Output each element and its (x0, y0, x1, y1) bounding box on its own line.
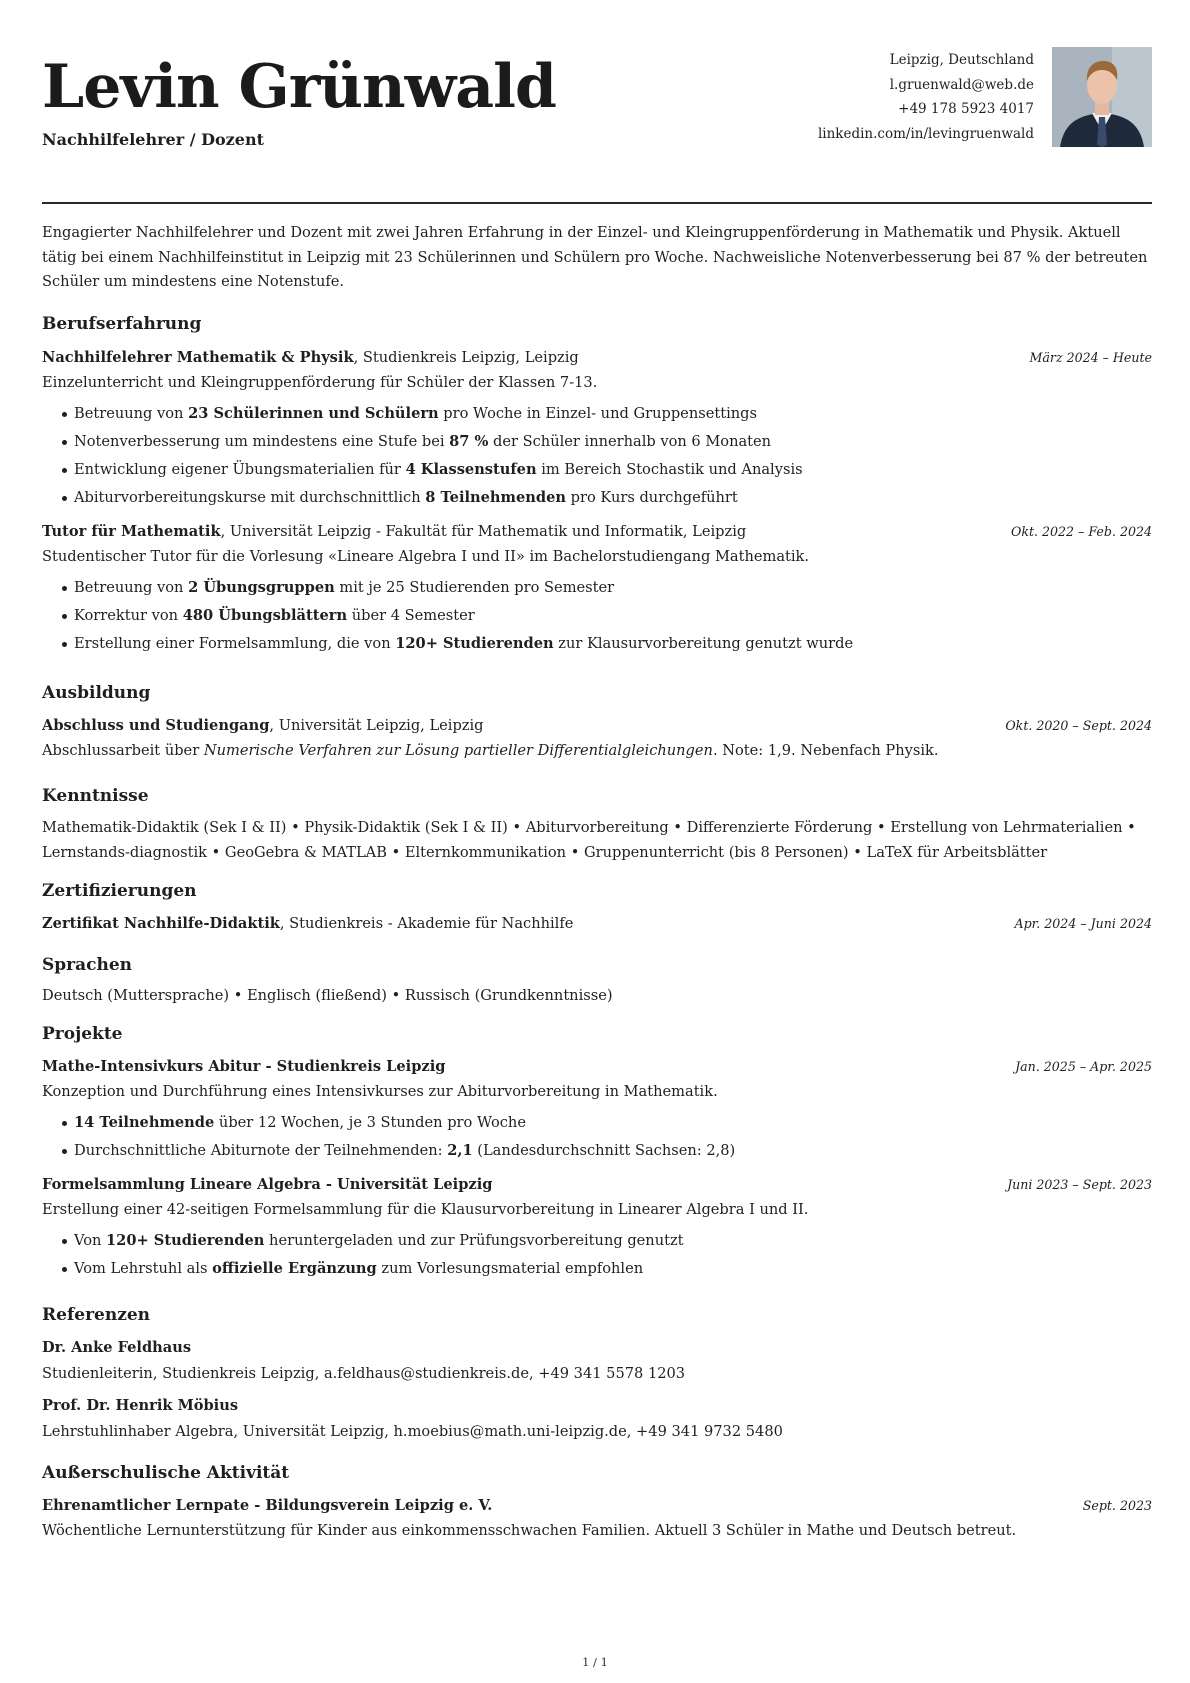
project-description: Erstellung einer 42-seitigen Formelsammlung für die Klausurvorbereitung in Linearer Algebra I und II. (42, 1200, 809, 1218)
contact-location: Leipzig, Deutschland (889, 52, 1034, 68)
profile-photo (1052, 47, 1152, 147)
activity-entry-header (42, 1495, 1152, 1517)
job-position: Nachhilfelehrer Mathematik & Physik (42, 348, 354, 366)
list-item: Vom Lehrstuhl als offizielle Ergänzung zum Vorlesungsmaterial empfohlen (74, 1255, 1152, 1283)
contact-block (818, 48, 1034, 146)
list-item: Entwicklung eigener Übungsmaterialien für 4 Klassenstufen im Bereich Stochastik und Analysis (74, 456, 1152, 484)
list-item: 14 Teilnehmende über 12 Wochen, je 3 Stunden pro Woche (74, 1109, 1152, 1137)
job-achievements (42, 400, 1152, 512)
job-date: März 2024 – Heute (1029, 349, 1152, 365)
portrait-icon (1052, 47, 1152, 147)
section-title-languages: Sprachen (42, 954, 133, 975)
project-name: Mathe-Intensivkurs Abitur - Studienkreis Leipzig (42, 1057, 446, 1075)
languages-list: Deutsch (Muttersprache) • Englisch (fließend) • Russisch (Grundkenntnisse) (42, 986, 613, 1004)
reference-name: Dr. Anke Feldhaus (42, 1338, 192, 1356)
candidate-name: Levin Grünwald (42, 52, 556, 122)
job-entry-header (42, 347, 1152, 369)
candidate-role: Nachhilfelehrer / Dozent (42, 130, 264, 149)
certification-date: Apr. 2024 – Juni 2024 (1014, 915, 1152, 931)
activity-description: Wöchentliche Lernunterstützung für Kinder aus einkommensschwachen Familien. Aktuell 3 Schüler in Mathe und Deutsch betreut. (42, 1521, 1017, 1539)
list-item: Erstellung einer Formelsammlung, die von 120+ Studierenden zur Klausurvorbereitung genutzt wurde (74, 630, 1152, 658)
job-organization: , Studienkreis Leipzig, Leipzig (353, 348, 579, 366)
section-title-projects: Projekte (42, 1023, 123, 1044)
project-entry-header (42, 1174, 1152, 1196)
certification-name: Zertifikat Nachhilfe-Didaktik (42, 914, 280, 932)
job-position: Tutor für Mathematik (42, 522, 221, 540)
project-date: Juni 2023 – Sept. 2023 (1007, 1176, 1152, 1192)
certification-organization: , Studienkreis - Akademie für Nachhilfe (279, 914, 574, 932)
activity-name: Ehrenamtlicher Lernpate - Bildungsverein Leipzig e. V. (42, 1496, 493, 1514)
project-entry-header (42, 1056, 1152, 1078)
education-entry-header (42, 715, 1152, 737)
project-description: Konzeption und Durchführung eines Intensivkurses zur Abiturvorbereitung in Mathematik. (42, 1082, 718, 1100)
list-item: Abiturvorbereitungskurse mit durchschnittlich 8 Teilnehmenden pro Kurs durchgeführt (74, 484, 1152, 512)
job-description: Einzelunterricht und Kleingruppenförderung für Schüler der Klassen 7-13. (42, 373, 598, 391)
education-degree: Abschluss und Studiengang (42, 716, 270, 734)
section-title-experience: Berufserfahrung (42, 313, 202, 334)
list-item: Von 120+ Studierenden heruntergeladen und zur Prüfungsvorbereitung genutzt (74, 1227, 1152, 1255)
reference-details: Studienleiterin, Studienkreis Leipzig, a.feldhaus@studienkreis.de, +49 341 5578 1203 (42, 1364, 686, 1382)
resume-page (42, 44, 1152, 1542)
job-organization: , Universität Leipzig - Fakultät für Mathematik und Informatik, Leipzig (220, 522, 747, 540)
job-date: Okt. 2022 – Feb. 2024 (1011, 523, 1152, 539)
resume-header (42, 44, 1152, 170)
skills-list: Mathematik-Didaktik (Sek I & II) • Physik-Didaktik (Sek I & II) • Abiturvorbereitung • Differenzierte Förderung • Erstellung von Lehrmaterialien • Lernstands-diagnostik • GeoGebra & MATLAB • Elternkommunikation • Gruppenunterricht (bis 8 Personen) • LaTeX für Arbeitsblätter (42, 818, 1136, 861)
education-description: Abschlussarbeit über Numerische Verfahren zur Lösung partieller Differentialgleichungen. Note: 1,9. Nebenfach Physik. (42, 741, 939, 759)
project-achievements (42, 1227, 1152, 1283)
list-item: Betreuung von 2 Übungsgruppen mit je 25 Studierenden pro Semester (74, 574, 1152, 602)
reference-name: Prof. Dr. Henrik Möbius (42, 1396, 239, 1414)
activity-date: Sept. 2023 (1082, 1497, 1152, 1513)
education-date: Okt. 2020 – Sept. 2024 (1005, 717, 1152, 733)
page-number: 1 / 1 (582, 1655, 608, 1669)
job-entry-header (42, 521, 1152, 543)
project-name: Formelsammlung Lineare Algebra - Universität Leipzig (42, 1175, 493, 1193)
list-item: Durchschnittliche Abiturnote der Teilnehmenden: 2,1 (Landesdurchschnitt Sachsen: 2,8) (74, 1137, 1152, 1165)
contact-phone: +49 178 5923 4017 (898, 101, 1034, 117)
reference-details: Lehrstuhlinhaber Algebra, Universität Leipzig, h.moebius@math.uni-leipzig.de, +49 341 9732 5480 (42, 1422, 783, 1440)
certification-entry (42, 913, 1152, 935)
contact-email[interactable]: l.gruenwald@web.de (889, 76, 1034, 93)
section-title-skills: Kenntnisse (42, 785, 149, 806)
project-achievements (42, 1109, 1152, 1165)
job-achievements (42, 574, 1152, 658)
list-item: Notenverbesserung um mindestens eine Stufe bei 87 % der Schüler innerhalb von 6 Monaten (74, 428, 1152, 456)
list-item: Betreuung von 23 Schülerinnen und Schülern pro Woche in Einzel- und Gruppensettings (74, 400, 1152, 428)
section-title-education: Ausbildung (42, 682, 151, 703)
profile-summary: Engagierter Nachhilfelehrer und Dozent mit zwei Jahren Erfahrung in der Einzel- und Kleingruppenförderung in Mathematik und Physik. Aktuell tätig bei einem Nachhilfeinstitut in Leipzig mit 23 Schülerinnen und Schülern pro Woche. Nachweisliche Notenverbesserung bei 87 % der betreuten Schüler um mindestens eine Notenstufe. (42, 224, 1148, 290)
education-organization: , Universität Leipzig, Leipzig (269, 716, 484, 734)
section-title-certifications: Zertifizierungen (42, 880, 197, 901)
project-date: Jan. 2025 – Apr. 2025 (1015, 1058, 1152, 1074)
header-divider (42, 202, 1152, 204)
section-title-references: Referenzen (42, 1304, 151, 1325)
list-item: Korrektur von 480 Übungsblättern über 4 Semester (74, 602, 1152, 630)
contact-linkedin[interactable]: linkedin.com/in/levingruenwald (817, 125, 1034, 142)
section-title-activities: Außerschulische Aktivität (42, 1462, 290, 1483)
job-description: Studentischer Tutor für die Vorlesung «Lineare Algebra I und II» im Bachelorstudiengang Mathematik. (42, 547, 810, 565)
